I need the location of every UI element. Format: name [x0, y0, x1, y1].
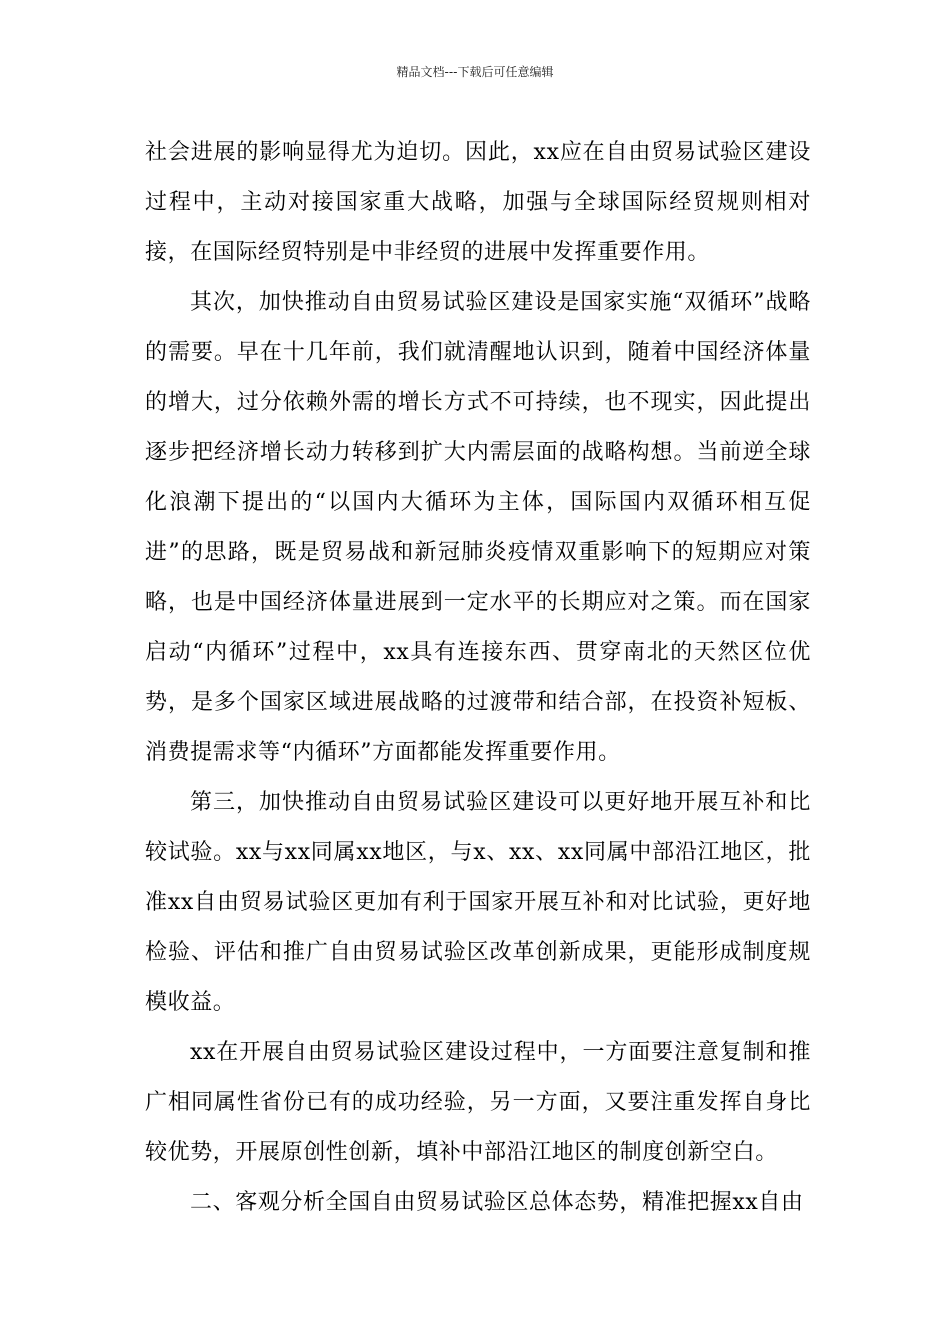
paragraph-2: 其次，加快推动自由贸易试验区建设是国家实施“双循环”战略的需要。早在十几年前，我们就清醒地认识到，随着中国经济体量的增大，过分依赖外需的增长方式不可持续，也不现实，因此提出逐步把经济增长动力转移到扩大内需层面的战略构想。当前逆全球化浪潮下提出的“以国内大循环为主体，国际国内双循环相互促进”的思路，既是贸易战和新冠肺炎疫情双重影响下的短期应对策略，也是中国经济体量进展到一定水平的长期应对之策。而在国家启动“内循环”过程中，xx具有连接东西、贯穿南北的天然区位优势，是多个国家区域进展战略的过渡带和结合部，在投资补短板、消费提需求等“内循环”方面都能发挥重要作用。: [145, 290, 811, 765]
paragraph-4: xx在开展自由贸易试验区建设过程中，一方面要注意复制和推广相同属性省份已有的成功经验，另一方面，又要注重发挥自身比较优势，开展原创性创新，填补中部沿江地区的制度创新空白。: [145, 1040, 811, 1165]
paragraph-5-heading: 二、客观分析全国自由贸易试验区总体态势，精准把握xx自由: [190, 1190, 804, 1215]
page-header: 精品文档---下载后可任意编辑: [396, 65, 554, 79]
paragraph-3: 第三，加快推动自由贸易试验区建设可以更好地开展互补和比较试验。xx与xx同属xx地区，与x、xx、xx同属中部沿江地区，批准xx自由贸易试验区更加有利于国家开展互补和对比试验，更好地检验、评估和推广自由贸易试验区改革创新成果，更能形成制度规模收益。: [145, 790, 811, 1015]
document-body: [145, 128, 811, 1228]
paragraph-1: 社会进展的影响显得尤为迫切。因此，xx应在自由贸易试验区建设过程中，主动对接国家重大战略，加强与全球国际经贸规则相对接，在国际经贸特别是中非经贸的进展中发挥重要作用。: [145, 140, 811, 265]
